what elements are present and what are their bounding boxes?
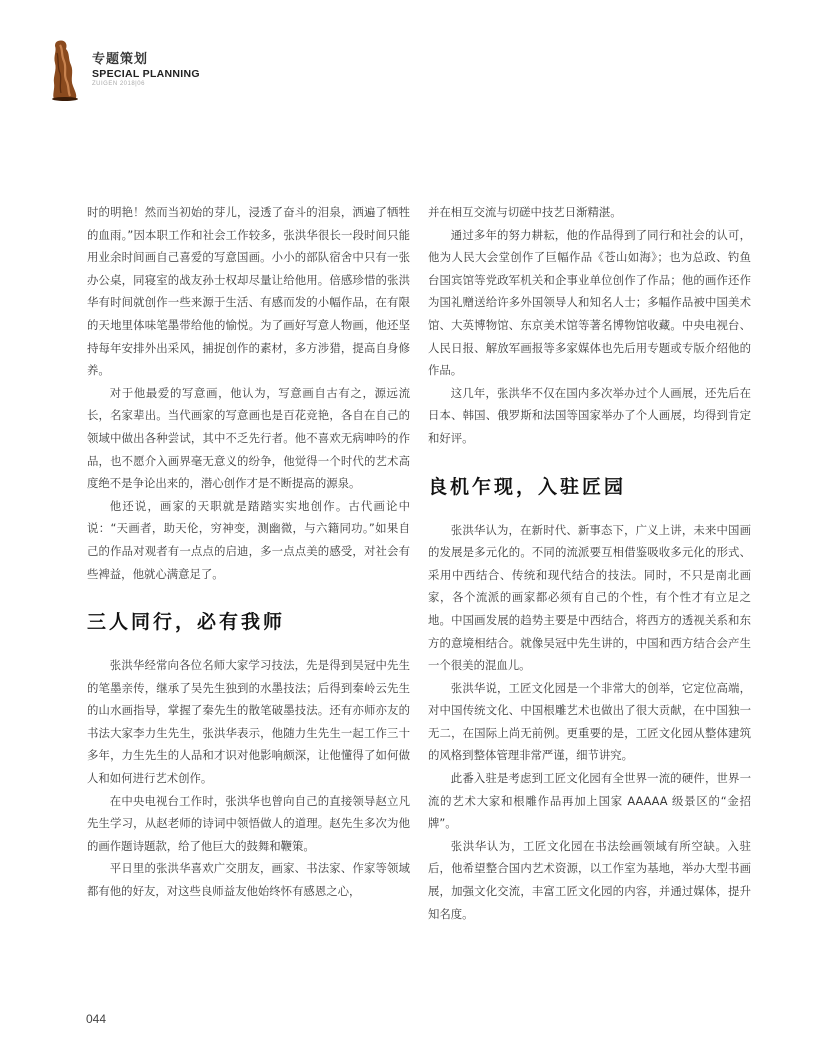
paragraph: 在中央电视台工作时，张洪华也曾向自己的直接领导赵立凡先生学习，从赵老师的诗词中领悟做人的道理。赵先生多次为他的画作题诗题款，给了他巨大的鼓舞和鞭策。 (87, 793, 410, 853)
paragraph: 通过多年的努力耕耘，他的作品得到了同行和社会的认可，他为人民大会堂创作了巨幅作品《苍山如海》；也为总政、钓鱼台国宾馆等党政军机关和企事业单位创作了作品；他的画作还作为国礼赠送给许多外国领导人和知名人士；多幅作品被中国美术馆、大英博物馆、东京美术馆等著名博物馆收藏。中央电视台、人民日报、解放军画报等多家媒体也先后用专题或专版介绍他的作品。 (428, 227, 751, 378)
section-title-cn: 专题策划 (92, 52, 149, 67)
paragraph: 张洪华认为，工匠文化园在书法绘画领域有所空缺。入驻后，他希望整合国内艺术资源，以工作室为基地，举办大型书画展，加强文化交流，丰富工匠文化园的内容，并通过媒体，提升知名度。 (428, 838, 751, 921)
right-column (428, 201, 751, 925)
section-header (92, 52, 200, 89)
paragraph: 他还说，画家的天职就是踏踏实实地创作。古代画论中说：“天画者，助天伦，穷神变，测幽微，与六籍同功。”如果自己的作品对观者有一点点的启迪，多一点点美的感受，对社会有些裨益，他就心满意足了。 (87, 498, 410, 581)
paragraph: 这几年，张洪华不仅在国内多次举办过个人画展，还先后在日本、韩国、俄罗斯和法国等国家举办了个人画展，均得到肯定和好评。 (428, 385, 751, 445)
root-carving-logo-icon (46, 39, 80, 101)
issue-label: ZUIGEN 2018|06 (92, 81, 145, 87)
paragraph: 张洪华认为，在新时代、新事态下，广义上讲，未来中国画的发展是多元化的。不同的流派要互相借鉴吸收多元化的形式、采用中西结合、传统和现代结合的技法。同时，不只是南北画家，各个流派的画家都必须有自己的个性，有个性才有立足之地。中国画发展的趋势主要是中西结合，将西方的透视关系和东方的意境相结合。就像吴冠中先生讲的，中国和西方结合会产生一个很美的混血儿。 (428, 522, 751, 673)
paragraph: 平日里的张洪华喜欢广交朋友，画家、书法家、作家等领域都有他的好友，对这些良师益友他始终怀有感恩之心， (87, 861, 410, 899)
left-column (87, 201, 410, 903)
paragraph: 张洪华说，工匠文化园是一个非常大的创举，它定位高端，对中国传统文化、中国根雕艺术也做出了很大贡献，在中国独一无二，在国际上尚无前例。更重要的是，工匠文化园从整体建筑的风格到整体管理非常严谨，细节讲究。 (428, 680, 751, 763)
paragraph: 此番入驻是考虑到工匠文化园有全世界一流的硬件，世界一流的艺术大家和根雕作品再加上国家 AAAAA 级景区的“金招牌”。 (428, 771, 751, 831)
section-heading: 良机乍现，入驻匠园 (428, 475, 627, 498)
paragraph: 并在相互交流与切磋中技艺日渐精湛。 (428, 205, 622, 219)
section-title-en: SPECIAL PLANNING (92, 68, 200, 80)
paragraph: 时的明艳！然而当初始的芽儿，浸透了奋斗的泪泉，洒遍了牺牲的血雨。”因本职工作和社会工作较多，张洪华很长一段时间只能用业余时间画自己喜爱的写意国画。小小的部队宿舍中只有一张办公桌，同寝室的战友孙士权却尽量让给他用。倍感珍惜的张洪华有时间就创作一些来源于生活、有感而发的小幅作品，在有限的天地里体味笔墨带给他的愉悦。为了画好写意人物画，他还坚持每年安排外出采风，捕捉创作的素材，多方涉猎，提高自身修养。 (87, 205, 410, 378)
page-number: 044 (86, 1012, 107, 1026)
section-heading: 三人同行，必有我师 (87, 611, 286, 634)
paragraph: 对于他最爱的写意画，他认为，写意画自古有之，源远流长，名家辈出。当代画家的写意画也是百花竞艳，各自在自己的领域中做出各种尝试，其中不乏先行者。他不喜欢无病呻吟的作品，也不愿介入画界毫无意义的纷争，他觉得一个时代的艺术高度绝不是争论出来的，潜心创作才是不断提高的源泉。 (87, 385, 410, 491)
paragraph: 张洪华经常向各位名师大家学习技法，先是得到吴冠中先生的笔墨亲传，继承了吴先生独到的水墨技法；后得到秦岭云先生的山水画指导，掌握了秦先生的散笔破墨技法。还有亦师亦友的书法大家李力生先生，张洪华表示，他随力生先生一起工作三十多年，力生先生的人品和才识对他影响颇深，让他懂得了如何做人和如何进行艺术创作。 (87, 658, 410, 786)
